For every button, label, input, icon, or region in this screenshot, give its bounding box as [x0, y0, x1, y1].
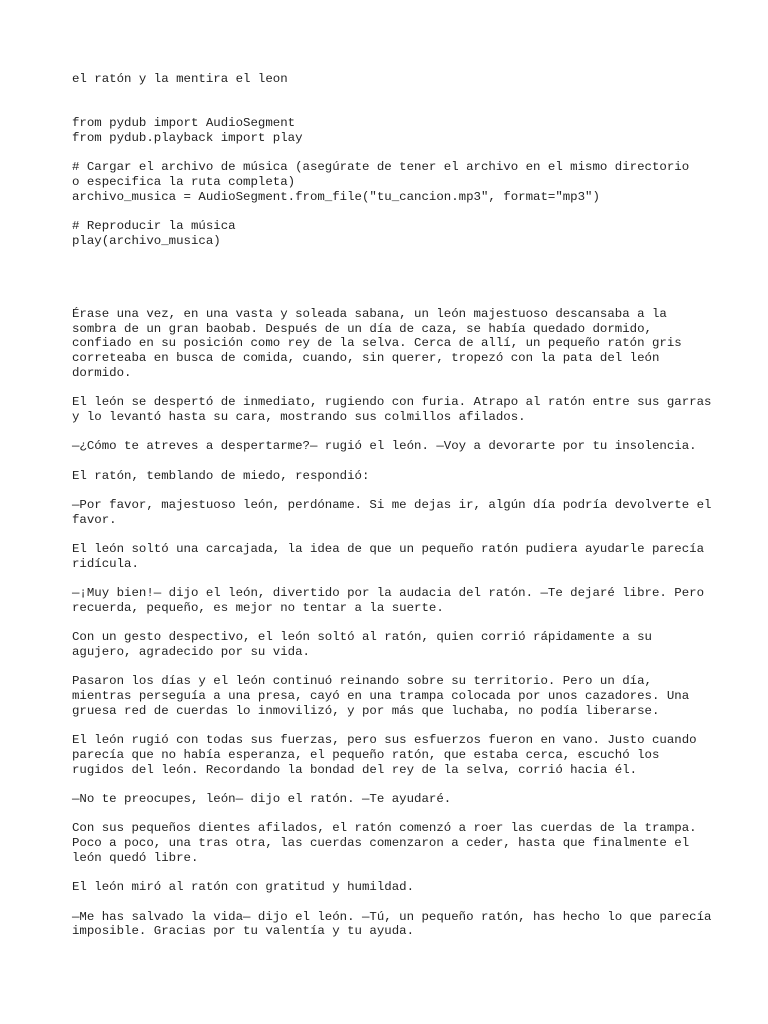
code-comment-line: # Cargar el archivo de música (asegúrate de tener el archivo en el mismo directorio — [72, 160, 690, 175]
code-comment-line: # Reproducir la música — [72, 218, 236, 233]
story-paragraph: Érase una vez, en una vasta y soleada sabana, un león majestuoso descansaba a la sombra de un gran baobab. Después de un día de caza, se había quedado dormido, confiado en su posición como rey de la selva. Cerca de allí, un pequeño ratón gris correteaba en busca de comida, cuando, sin querer, tropezó con la pata del león dormido. — [72, 306, 682, 380]
code-import-line: from pydub import AudioSegment — [72, 116, 296, 131]
document-title: el ratón y la mentira el leon — [72, 72, 288, 86]
code-comment-line: o especifica la ruta completa) — [72, 174, 296, 189]
section-gap — [72, 263, 712, 307]
code-statement-line: archivo_musica = AudioSegment.from_file("tu_cancion.mp3", format="mp3") — [72, 189, 600, 204]
story-paragraph: El león rugió con todas sus fuerzas, pero sus esfuerzos fueron en vano. Justo cuando parecía que no había esperanza, el pequeño ratón, que estaba cerca, escuchó los rugidos del león. Recordando la bondad del rey de la selva, corrió hacia él. — [72, 733, 697, 777]
story-paragraph: Con un gesto despectivo, el león soltó al ratón, quien corrió rápidamente a su agujero, agradecido por su vida. — [72, 630, 652, 660]
story-paragraph: El león soltó una carcajada, la idea de que un pequeño ratón pudiera ayudarle parecía ridícula. — [72, 542, 705, 571]
story-paragraph: El ratón, temblando de miedo, respondió: — [72, 468, 370, 483]
story-paragraph: —¡Muy bien!— dijo el león, divertido por la audacia del ratón. —Te dejaré libre. Pero recuerda, pequeño, es mejor no tentar a la suerte. — [72, 586, 705, 615]
code-gap — [72, 204, 712, 219]
code-gap — [72, 145, 712, 160]
code-statement-line: play(archivo_musica) — [72, 233, 221, 248]
story-paragraph: Pasaron los días y el león continuó reinando sobre su territorio. Pero un día, mientras perseguía a una presa, cayó en una trampa colocada por unos cazadores. Una gruesa red de cuerdas lo inmovilizó, y por más que luchaba, no podía liberarse. — [72, 674, 690, 718]
story-body — [72, 307, 712, 939]
story-paragraph: —Me has salvado la vida— dijo el león. —Tú, un pequeño ratón, has hecho lo que parecía imposible. Gracias por tu valentía y tu ayuda. — [72, 909, 712, 939]
code-snippet — [72, 116, 712, 248]
story-paragraph: —¿Cómo te atreves a despertarme?— rugió el león. —Voy a devorarte por tu insolencia. — [72, 439, 697, 454]
story-paragraph: —Por favor, majestuoso león, perdóname. Si me dejas ir, algún día podría devolverte el favor. — [72, 498, 712, 527]
story-paragraph: El león se despertó de inmediato, rugiendo con furia. Atrapo al ratón entre sus garras y lo levantó hasta su cara, mostrando sus colmillos afilados. — [72, 395, 712, 424]
document-page — [72, 72, 712, 954]
story-paragraph: Con sus pequeños dientes afilados, el ratón comenzó a roer las cuerdas de la trampa. Poco a poco, una tras otra, las cuerdas comenzaron a ceder, hasta que finalmente el león quedó libre. — [72, 821, 697, 865]
code-import-line: from pydub.playback import play — [72, 130, 303, 145]
story-paragraph: El león miró al ratón con gratitud y humildad. — [72, 880, 415, 895]
story-paragraph: —No te preocupes, león— dijo el ratón. —Te ayudaré. — [72, 792, 452, 806]
